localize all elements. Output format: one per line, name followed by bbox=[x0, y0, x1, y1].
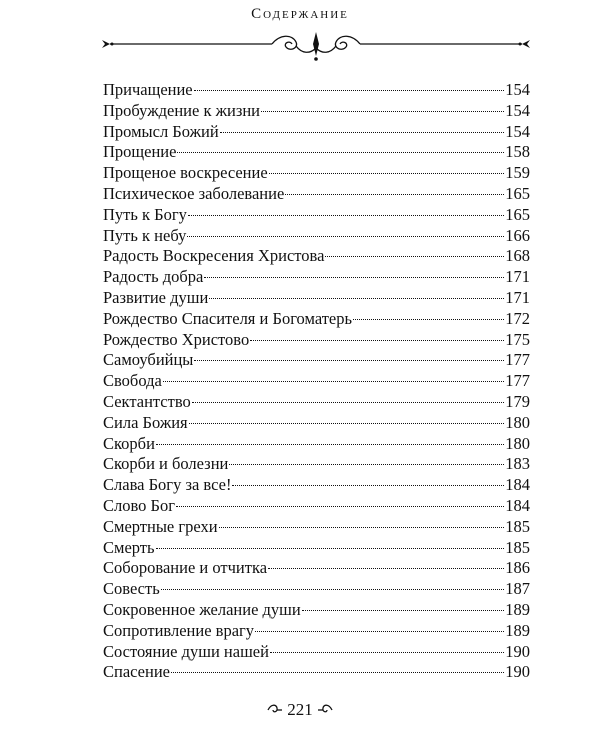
toc-entry bbox=[103, 350, 530, 371]
toc-entry-title: Развитие души bbox=[103, 287, 209, 307]
dot-leader bbox=[325, 256, 504, 257]
toc-entry-page: 166 bbox=[505, 225, 530, 245]
toc-entry-title: Состояние души нашей bbox=[103, 641, 269, 661]
dot-leader bbox=[353, 319, 504, 320]
dot-leader bbox=[192, 402, 504, 403]
toc-entry bbox=[103, 205, 530, 226]
dot-leader bbox=[219, 527, 505, 528]
toc-entry-title: Смертные грехи bbox=[103, 516, 218, 536]
fleuron-left-icon bbox=[267, 703, 283, 717]
toc-entry-title: Сила Божия bbox=[103, 412, 188, 432]
dot-leader bbox=[285, 194, 504, 195]
toc-entry bbox=[103, 122, 530, 143]
toc-entry bbox=[103, 454, 530, 475]
dot-leader bbox=[194, 360, 504, 361]
toc-entry-title: Свобода bbox=[103, 371, 162, 391]
dot-leader bbox=[188, 215, 504, 216]
toc-entry bbox=[103, 246, 530, 267]
toc-entry bbox=[103, 662, 530, 683]
toc-entry-page: 159 bbox=[505, 163, 530, 183]
toc-entry-title: Сопротивление врагу bbox=[103, 620, 255, 640]
toc-entry bbox=[103, 621, 530, 642]
toc-entry-page: 180 bbox=[505, 412, 530, 432]
dot-leader bbox=[176, 506, 504, 507]
toc-entry-page: 187 bbox=[505, 579, 530, 599]
toc-entry-page: 171 bbox=[505, 267, 530, 287]
toc-entry-page: 154 bbox=[505, 121, 530, 141]
toc-entry-page: 175 bbox=[505, 329, 530, 349]
toc-entry bbox=[103, 101, 530, 122]
dot-leader bbox=[171, 672, 504, 673]
toc-entry bbox=[103, 226, 530, 247]
dot-leader bbox=[229, 464, 504, 465]
toc-entry-page: 184 bbox=[505, 475, 530, 495]
toc-entry-page: 172 bbox=[505, 308, 530, 328]
toc-entry-page: 190 bbox=[505, 641, 530, 661]
toc-entry-page: 190 bbox=[505, 662, 530, 682]
toc-entry-page: 180 bbox=[505, 433, 530, 453]
toc-entry-title: Путь к небу bbox=[103, 225, 187, 245]
dot-leader bbox=[261, 111, 504, 112]
toc-entry-page: 177 bbox=[505, 350, 530, 370]
dot-leader bbox=[250, 340, 504, 341]
toc-entry bbox=[103, 392, 530, 413]
toc-entry bbox=[103, 309, 530, 330]
table-of-contents bbox=[103, 80, 530, 683]
toc-entry bbox=[103, 475, 530, 496]
toc-entry bbox=[103, 434, 530, 455]
toc-entry-page: 158 bbox=[505, 142, 530, 162]
toc-entry-title: Причащение bbox=[103, 80, 193, 99]
toc-entry-title: Совесть bbox=[103, 579, 160, 599]
toc-entry-title: Прощение bbox=[103, 142, 177, 162]
toc-entry bbox=[103, 413, 530, 434]
dot-leader bbox=[268, 568, 504, 569]
toc-entry-title: Сокровенное желание души bbox=[103, 599, 301, 619]
toc-entry-title: Слава Богу за все! bbox=[103, 475, 232, 495]
toc-entry-page: 185 bbox=[505, 516, 530, 536]
dot-leader bbox=[189, 423, 505, 424]
toc-entry-page: 183 bbox=[505, 454, 530, 474]
ornament-divider-icon bbox=[100, 30, 532, 64]
running-header: Содержание bbox=[251, 6, 349, 22]
dot-leader bbox=[187, 236, 504, 237]
toc-entry-title: Радость Воскресения Христова bbox=[103, 246, 325, 266]
toc-entry-title: Соборование и отчитка bbox=[103, 558, 268, 578]
dot-leader bbox=[269, 173, 505, 174]
toc-entry-title: Смерть bbox=[103, 537, 155, 557]
toc-entry-title: Пробуждение к жизни bbox=[103, 100, 260, 120]
dot-leader bbox=[270, 652, 504, 653]
toc-entry-page: 184 bbox=[505, 495, 530, 515]
toc-entry-page: 168 bbox=[505, 246, 530, 266]
toc-entry-title: Самоубийцы bbox=[103, 350, 194, 370]
toc-entry-page: 177 bbox=[505, 371, 530, 391]
page-footer bbox=[0, 700, 600, 720]
toc-entry-title: Радость добра bbox=[103, 267, 204, 287]
toc-entry-title: Скорби bbox=[103, 433, 155, 453]
toc-entry bbox=[103, 496, 530, 517]
toc-entry bbox=[103, 371, 530, 392]
toc-entry bbox=[103, 517, 530, 538]
toc-entry-title: Прощеное воскресение bbox=[103, 163, 268, 183]
dot-leader bbox=[163, 381, 504, 382]
fleuron-right-icon bbox=[317, 703, 333, 717]
toc-entry-page: 179 bbox=[505, 391, 530, 411]
dot-leader bbox=[302, 610, 505, 611]
toc-entry bbox=[103, 267, 530, 288]
dot-leader bbox=[194, 90, 505, 91]
toc-entry-page: 186 bbox=[505, 558, 530, 578]
toc-entry-title: Промысл Божий bbox=[103, 121, 219, 141]
toc-entry-page: 189 bbox=[505, 620, 530, 640]
toc-entry-title: Путь к Богу bbox=[103, 204, 187, 224]
toc-entry bbox=[103, 184, 530, 205]
toc-entry-page: 165 bbox=[505, 204, 530, 224]
toc-entry-title: Спасение bbox=[103, 662, 170, 682]
dot-leader bbox=[156, 548, 505, 549]
dot-leader bbox=[161, 589, 505, 590]
toc-entry-page: 154 bbox=[505, 80, 530, 99]
toc-entry-title: Психическое заболевание bbox=[103, 183, 285, 203]
toc-entry-page: 165 bbox=[505, 183, 530, 203]
toc-entry bbox=[103, 163, 530, 184]
toc-entry bbox=[103, 330, 530, 351]
toc-entry bbox=[103, 642, 530, 663]
toc-entry-page: 185 bbox=[505, 537, 530, 557]
toc-entry bbox=[103, 579, 530, 600]
dot-leader bbox=[220, 132, 505, 133]
toc-entry bbox=[103, 600, 530, 621]
toc-entry-title: Рождество Спасителя и Богоматерь bbox=[103, 308, 353, 328]
dot-leader bbox=[255, 631, 504, 632]
toc-entry bbox=[103, 142, 530, 163]
toc-entry-page: 154 bbox=[505, 100, 530, 120]
toc-entry-page: 171 bbox=[505, 287, 530, 307]
dot-leader bbox=[209, 298, 504, 299]
page-number: 221 bbox=[287, 700, 313, 719]
toc-entry bbox=[103, 558, 530, 579]
toc-entry-title: Сектантство bbox=[103, 391, 191, 411]
toc-entry-title: Скорби и болезни bbox=[103, 454, 229, 474]
toc-entry-title: Рождество Христово bbox=[103, 329, 250, 349]
dot-leader bbox=[204, 277, 504, 278]
dot-leader bbox=[232, 485, 504, 486]
toc-entry-title: Слово Бог bbox=[103, 495, 176, 515]
dot-leader bbox=[177, 152, 504, 153]
toc-entry bbox=[103, 80, 530, 101]
dot-leader bbox=[156, 444, 504, 445]
toc-entry bbox=[103, 538, 530, 559]
toc-entry-page: 189 bbox=[505, 599, 530, 619]
toc-entry bbox=[103, 288, 530, 309]
